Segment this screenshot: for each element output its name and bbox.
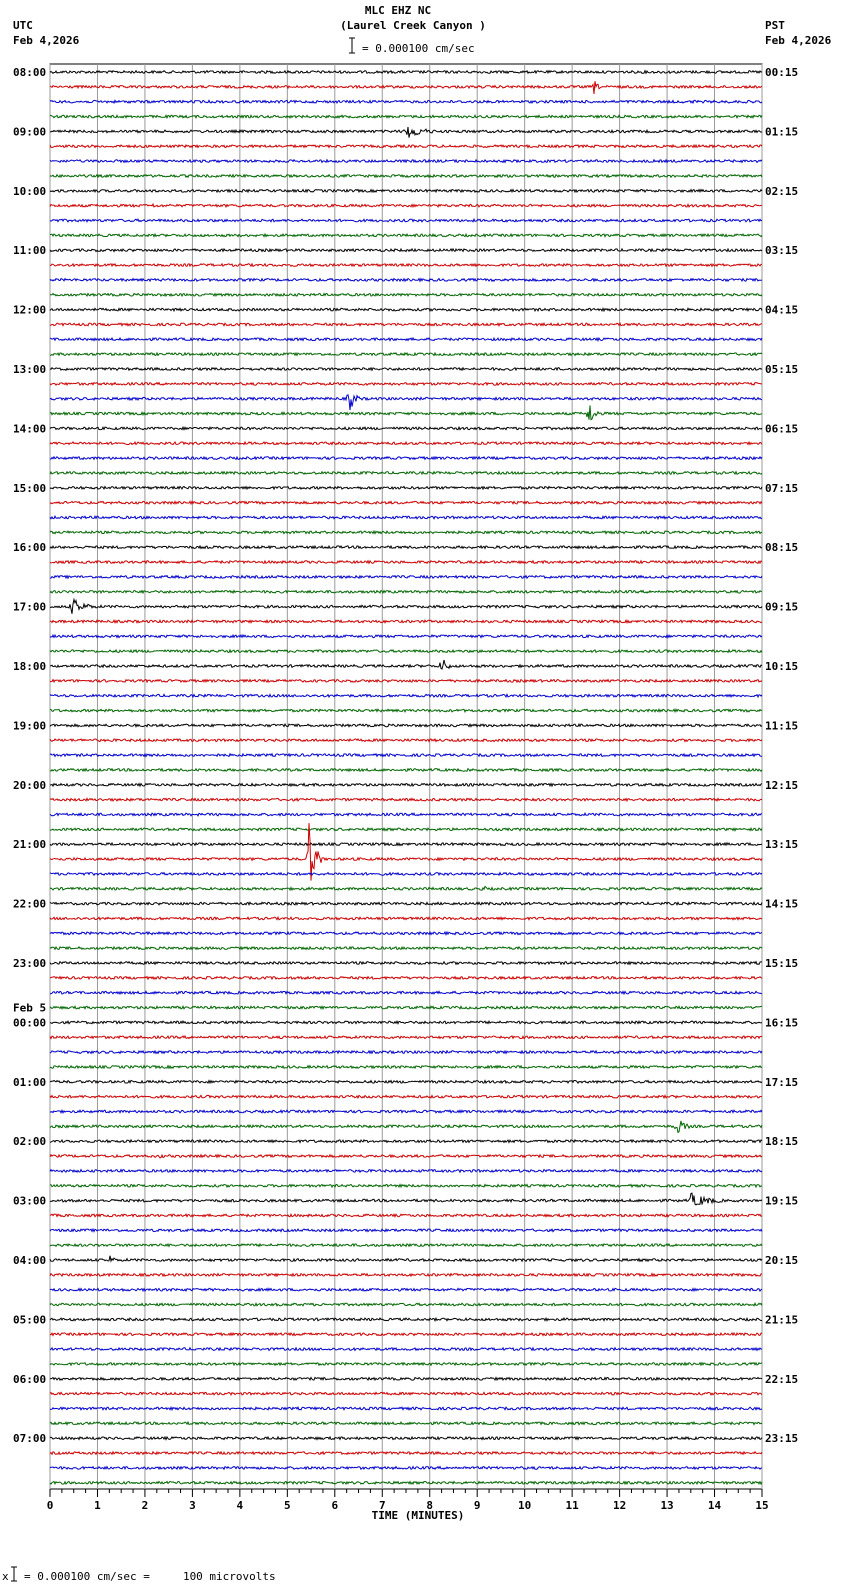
utc-label-00:00: 00:00 — [13, 1016, 47, 1030]
trace-row-68 — [50, 1081, 762, 1084]
utc-label-17:00: 17:00 — [13, 600, 47, 614]
x-tick-label-10: 10 — [518, 1499, 532, 1512]
trace-row-0 — [50, 71, 762, 74]
utc-label-01:00: 01:00 — [13, 1075, 47, 1089]
trace-row-67 — [50, 1066, 762, 1069]
trace-row-81 — [50, 1274, 762, 1277]
trace-row-28 — [50, 487, 762, 490]
x-tick-label-6: 6 — [331, 1499, 339, 1512]
trace-row-33 — [50, 561, 762, 564]
pst-label-15:15: 15:15 — [765, 957, 799, 970]
trace-row-25 — [50, 442, 762, 445]
trace-row-23 — [50, 405, 762, 419]
trace-row-46 — [50, 754, 762, 757]
trace-row-48 — [50, 784, 762, 787]
trace-row-41 — [50, 680, 762, 683]
trace-row-3 — [50, 115, 762, 118]
trace-row-19 — [50, 353, 762, 356]
pst-label-05:15: 05:15 — [765, 363, 799, 376]
utc-label-20:00: 20:00 — [13, 778, 47, 792]
trace-row-35 — [50, 591, 762, 594]
pst-label-03:15: 03:15 — [765, 244, 799, 258]
trace-row-55 — [50, 887, 762, 891]
trace-row-94 — [50, 1467, 762, 1470]
trace-row-29 — [50, 501, 762, 504]
left-timezone: UTC — [13, 19, 33, 32]
trace-row-72 — [50, 1140, 762, 1143]
utc-label-02:00: 02:00 — [13, 1135, 47, 1149]
left-date: Feb 4,2026 — [13, 34, 80, 47]
trace-row-95 — [50, 1482, 762, 1485]
trace-row-27 — [50, 472, 762, 475]
utc-label-21:00: 21:00 — [13, 838, 47, 852]
pst-label-02:15: 02:15 — [765, 184, 799, 198]
utc-label-04:00: 04:00 — [13, 1254, 47, 1267]
trace-row-43 — [50, 709, 762, 712]
trace-row-87 — [50, 1363, 762, 1366]
pst-label-08:15: 08:15 — [765, 541, 799, 555]
pst-label-10:15: 10:15 — [765, 660, 799, 673]
trace-row-52 — [50, 843, 762, 846]
trace-row-6 — [50, 160, 762, 163]
trace-row-34 — [50, 576, 762, 579]
pst-label-19:15: 19:15 — [765, 1194, 799, 1208]
pst-label-22:15: 22:15 — [765, 1372, 799, 1386]
trace-row-88 — [50, 1378, 762, 1381]
trace-row-75 — [50, 1185, 762, 1188]
utc-label-19:00: 19:00 — [13, 719, 47, 733]
trace-row-44 — [50, 724, 762, 727]
x-axis-label: TIME (MINUTES) — [371, 1509, 465, 1522]
trace-row-13 — [50, 264, 762, 267]
pst-label-20:15: 20:15 — [765, 1254, 799, 1267]
x-tick-label-4: 4 — [236, 1499, 244, 1512]
x-tick-label-12: 12 — [612, 1499, 627, 1512]
trace-row-86 — [50, 1348, 762, 1351]
x-tick-label-8: 8 — [426, 1499, 434, 1512]
trace-row-11 — [50, 234, 762, 237]
trace-row-8 — [50, 190, 762, 193]
x-tick-label-13: 13 — [660, 1499, 674, 1512]
trace-row-93 — [50, 1452, 762, 1455]
trace-row-10 — [50, 219, 762, 222]
trace-row-77 — [50, 1214, 762, 1217]
utc-label-18:00: 18:00 — [13, 660, 47, 673]
x-tick-label-9: 9 — [473, 1499, 481, 1512]
trace-row-30 — [50, 516, 762, 519]
trace-row-24 — [50, 427, 762, 430]
trace-row-59 — [50, 947, 762, 950]
utc-label-07:00: 07:00 — [13, 1432, 47, 1446]
trace-row-92 — [50, 1437, 762, 1440]
pst-label-00:15: 00:15 — [765, 66, 799, 79]
footer-scale-icon — [11, 1567, 17, 1581]
utc-label-13:00: 13:00 — [13, 363, 47, 376]
trace-row-7 — [50, 175, 762, 178]
pst-label-18:15: 18:15 — [765, 1135, 799, 1149]
trace-row-54 — [50, 873, 762, 876]
trace-row-20 — [50, 368, 762, 371]
pst-hour-labels — [765, 66, 798, 1445]
pst-label-04:15: 04:15 — [765, 303, 799, 317]
utc-label-12:00: 12:00 — [13, 303, 47, 317]
pst-label-11:15: 11:15 — [765, 719, 799, 733]
pst-label-23:15: 23:15 — [765, 1432, 799, 1446]
trace-row-61 — [50, 977, 762, 980]
trace-row-4 — [50, 127, 762, 138]
trace-row-60 — [50, 962, 762, 965]
trace-row-50 — [50, 813, 762, 816]
footer-mark: x — [2, 1570, 9, 1583]
trace-row-9 — [50, 204, 762, 207]
trace-row-26 — [50, 457, 762, 460]
trace-row-89 — [50, 1392, 762, 1395]
trace-row-84 — [50, 1318, 762, 1321]
trace-row-69 — [50, 1095, 762, 1098]
utc-label-23:00: 23:00 — [13, 957, 47, 970]
pst-label-09:15: 09:15 — [765, 600, 799, 614]
trace-row-17 — [50, 323, 762, 326]
trace-row-5 — [50, 145, 762, 148]
trace-row-42 — [50, 694, 762, 697]
trace-row-78 — [50, 1229, 762, 1232]
trace-row-38 — [50, 635, 762, 638]
x-tick-label-0: 0 — [46, 1499, 54, 1512]
x-tick-label-11: 11 — [565, 1499, 579, 1512]
trace-row-74 — [50, 1170, 762, 1173]
trace-row-2 — [50, 100, 762, 103]
trace-row-51 — [50, 828, 762, 831]
right-date: Feb 4,2026 — [765, 34, 832, 47]
trace-row-39 — [50, 650, 762, 653]
x-tick-label-7: 7 — [378, 1499, 386, 1512]
trace-row-1 — [50, 81, 762, 94]
date-change-label: Feb 5 — [13, 1001, 47, 1015]
pst-label-17:15: 17:15 — [765, 1075, 799, 1089]
trace-row-90 — [50, 1407, 762, 1410]
trace-row-71 — [50, 1121, 762, 1133]
trace-group — [50, 71, 762, 1484]
trace-row-91 — [50, 1422, 762, 1425]
pst-label-07:15: 07:15 — [765, 481, 799, 495]
pst-label-12:15: 12:15 — [765, 778, 799, 792]
utc-label-05:00: 05:00 — [13, 1313, 47, 1327]
pst-label-16:15: 16:15 — [765, 1016, 799, 1030]
x-tick-label-15: 15 — [755, 1499, 769, 1512]
trace-row-58 — [50, 932, 762, 935]
trace-row-49 — [50, 798, 762, 801]
trace-row-64 — [50, 1021, 762, 1024]
utc-label-06:00: 06:00 — [13, 1372, 47, 1386]
x-tick-label-5: 5 — [284, 1499, 291, 1512]
x-tick-label-3: 3 — [189, 1499, 196, 1512]
pst-label-13:15: 13:15 — [765, 838, 799, 852]
utc-hour-labels — [13, 66, 46, 1445]
trace-row-70 — [50, 1110, 762, 1113]
trace-row-79 — [50, 1244, 762, 1247]
trace-row-73 — [50, 1155, 762, 1158]
trace-row-21 — [50, 383, 762, 386]
trace-row-65 — [50, 1036, 762, 1039]
utc-label-14:00: 14:00 — [13, 422, 47, 436]
trace-row-15 — [50, 294, 762, 297]
pst-label-21:15: 21:15 — [765, 1313, 799, 1327]
trace-row-32 — [50, 546, 762, 549]
trace-row-57 — [50, 917, 762, 920]
right-timezone: PST — [765, 19, 785, 32]
utc-label-03:00: 03:00 — [13, 1194, 47, 1208]
station-title: MLC EHZ NC — [364, 4, 432, 17]
utc-label-15:00: 15:00 — [13, 481, 47, 495]
trace-row-36 — [50, 600, 762, 614]
trace-row-37 — [50, 620, 762, 623]
trace-row-12 — [50, 249, 762, 252]
trace-row-45 — [50, 739, 762, 742]
trace-row-47 — [50, 769, 762, 772]
trace-row-82 — [50, 1288, 762, 1291]
utc-label-16:00: 16:00 — [13, 541, 47, 555]
x-tick-label-1: 1 — [94, 1499, 101, 1512]
pst-label-01:15: 01:15 — [765, 125, 799, 139]
x-tick-label-2: 2 — [141, 1499, 149, 1512]
location-title: (Laurel Creek Canyon ) — [340, 19, 486, 32]
trace-row-22 — [50, 395, 762, 410]
pst-label-06:15: 06:15 — [765, 422, 799, 436]
pst-label-14:15: 14:15 — [765, 897, 799, 911]
utc-label-08:00: 08:00 — [13, 66, 47, 79]
trace-row-80 — [50, 1256, 762, 1262]
trace-row-56 — [50, 902, 762, 905]
trace-row-53 — [50, 823, 762, 881]
utc-label-09:00: 09:00 — [13, 125, 47, 139]
trace-row-18 — [50, 338, 762, 341]
trace-row-31 — [50, 531, 762, 534]
utc-label-22:00: 22:00 — [13, 897, 47, 911]
trace-row-83 — [50, 1303, 762, 1306]
trace-row-40 — [50, 660, 762, 669]
trace-row-85 — [50, 1333, 762, 1336]
trace-row-63 — [50, 1006, 762, 1009]
trace-row-62 — [50, 991, 762, 994]
trace-row-66 — [50, 1051, 762, 1054]
utc-label-11:00: 11:00 — [13, 244, 47, 258]
utc-label-10:00: 10:00 — [13, 184, 47, 198]
trace-row-76 — [50, 1193, 762, 1205]
footer-scale-text: = 0.000100 cm/sec = 100 microvolts — [24, 1570, 276, 1583]
scale-bar-icon — [349, 38, 355, 53]
trace-row-16 — [50, 308, 762, 311]
x-tick-label-14: 14 — [707, 1499, 722, 1512]
trace-row-14 — [50, 279, 762, 282]
scale-text: = 0.000100 cm/sec — [362, 42, 475, 55]
